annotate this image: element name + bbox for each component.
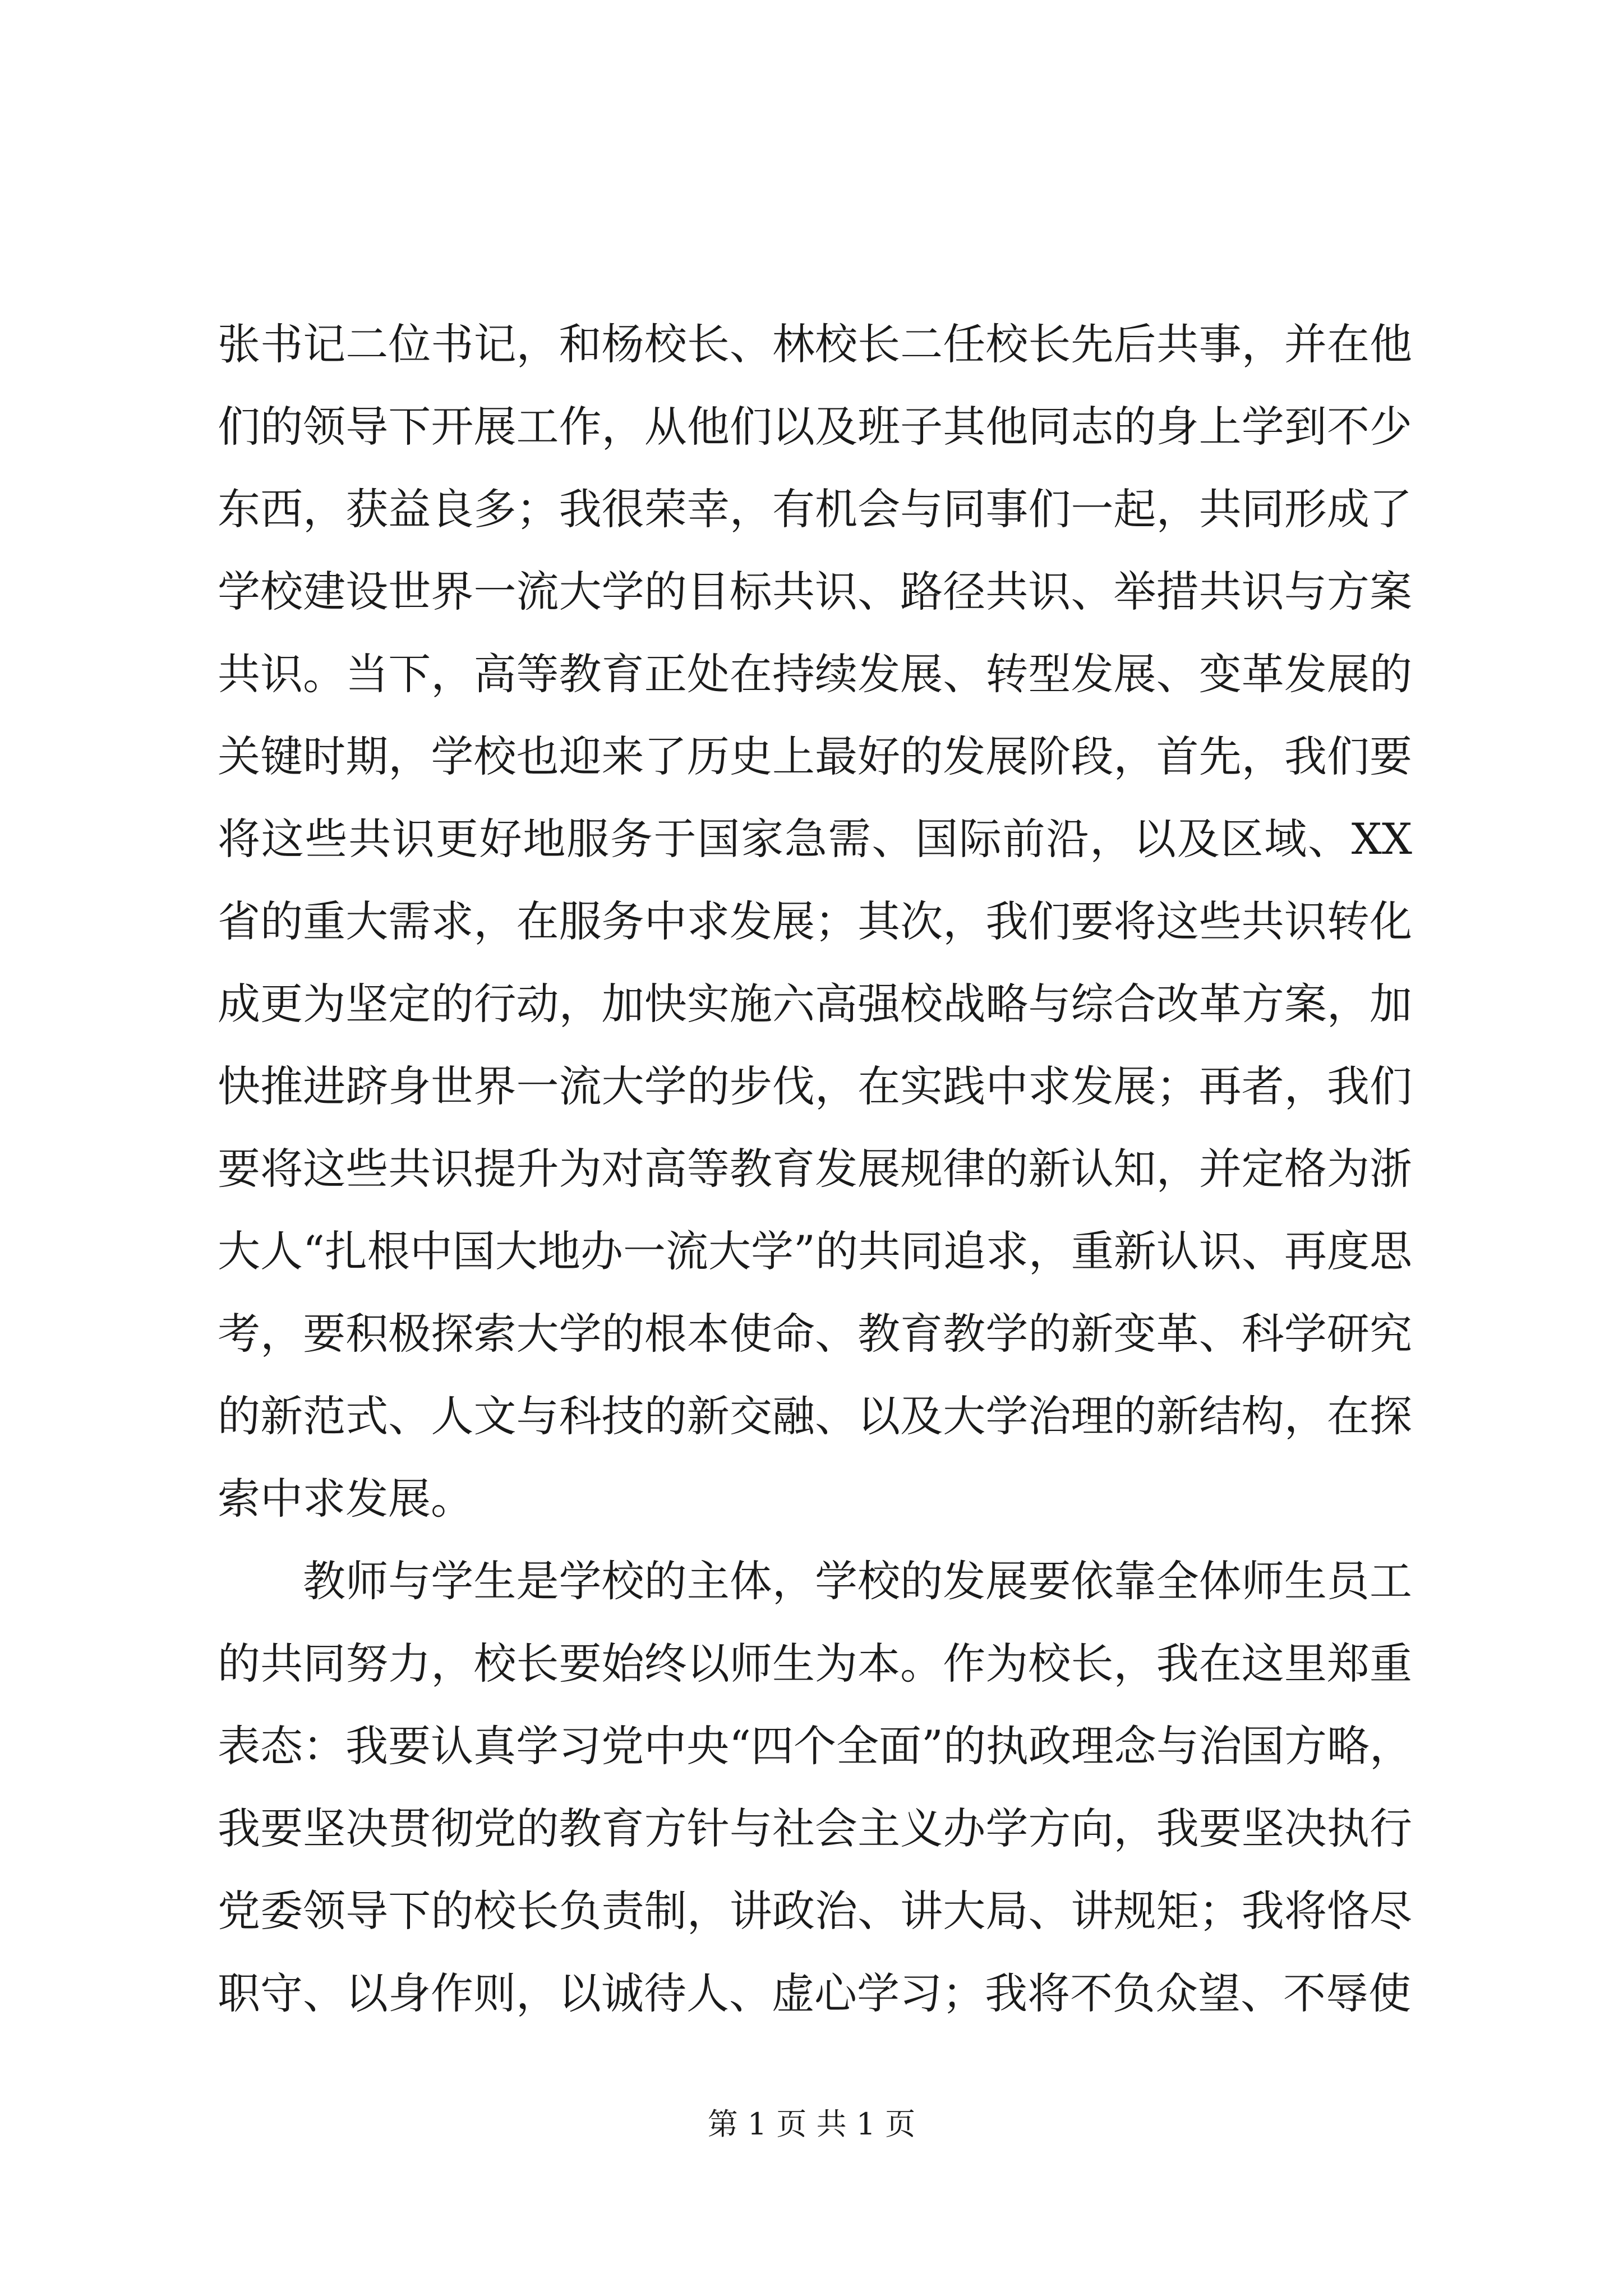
paragraph-2: 教师与学生是学校的主体，学校的发展要依靠全体师生员工的共同努力，校长要始终以师生为本。作为校长，我在这里郑重表态：我要认真学习党中央“四个全面”的执政理念与治国方略，我要坚决贯彻党的教育方针与社会主义办学方向，我要坚决执行党委领导下的校长负责制，讲政治、讲大局、讲规矩；我将恪尽职守、以身作则，以诚待人、虚心学习；我将不负众望、不辱使 (218, 1556, 1412, 2018)
page-footer: 第 1 页 共 1 页 (707, 2106, 916, 2142)
paragraph-1: 张书记二位书记，和杨校长、林校长二任校长先后共事，并在他们的领导下开展工作，从他们以及班子其他同志的身上学到不少东西，获益良多；我很荣幸，有机会与同事们一起，共同形成了学校建设世界一流大学的目标共识、路径共识、举措共识与方案共识。当下，高等教育正处在持续发展、转型发展、变革发展的关键时期，学校也迎来了历史上最好的发展阶段，首先，我们要将这些共识更好地服务于国家急需、国际前沿，以及区域、XX省的重大需求，在服务中求发展；其次，我们要将这些共识转化成更为坚定的行动，加快实施六高强校战略与综合改革方案，加快推进跻身世界一流大学的步伐，在实践中求发展；再者，我们要将这些共识提升为对高等教育发展规律的新认知，并定格为浙大人“扎根中国大地办一流大学”的共同追求，重新认识、再度思考，要积极探索大学的根本使命、教育教学的新变革、科学研究的新范式、人文与科技的新交融、以及大学治理的新结构，在探索中求发展。 (218, 319, 1412, 1524)
document-body (218, 303, 1412, 2035)
